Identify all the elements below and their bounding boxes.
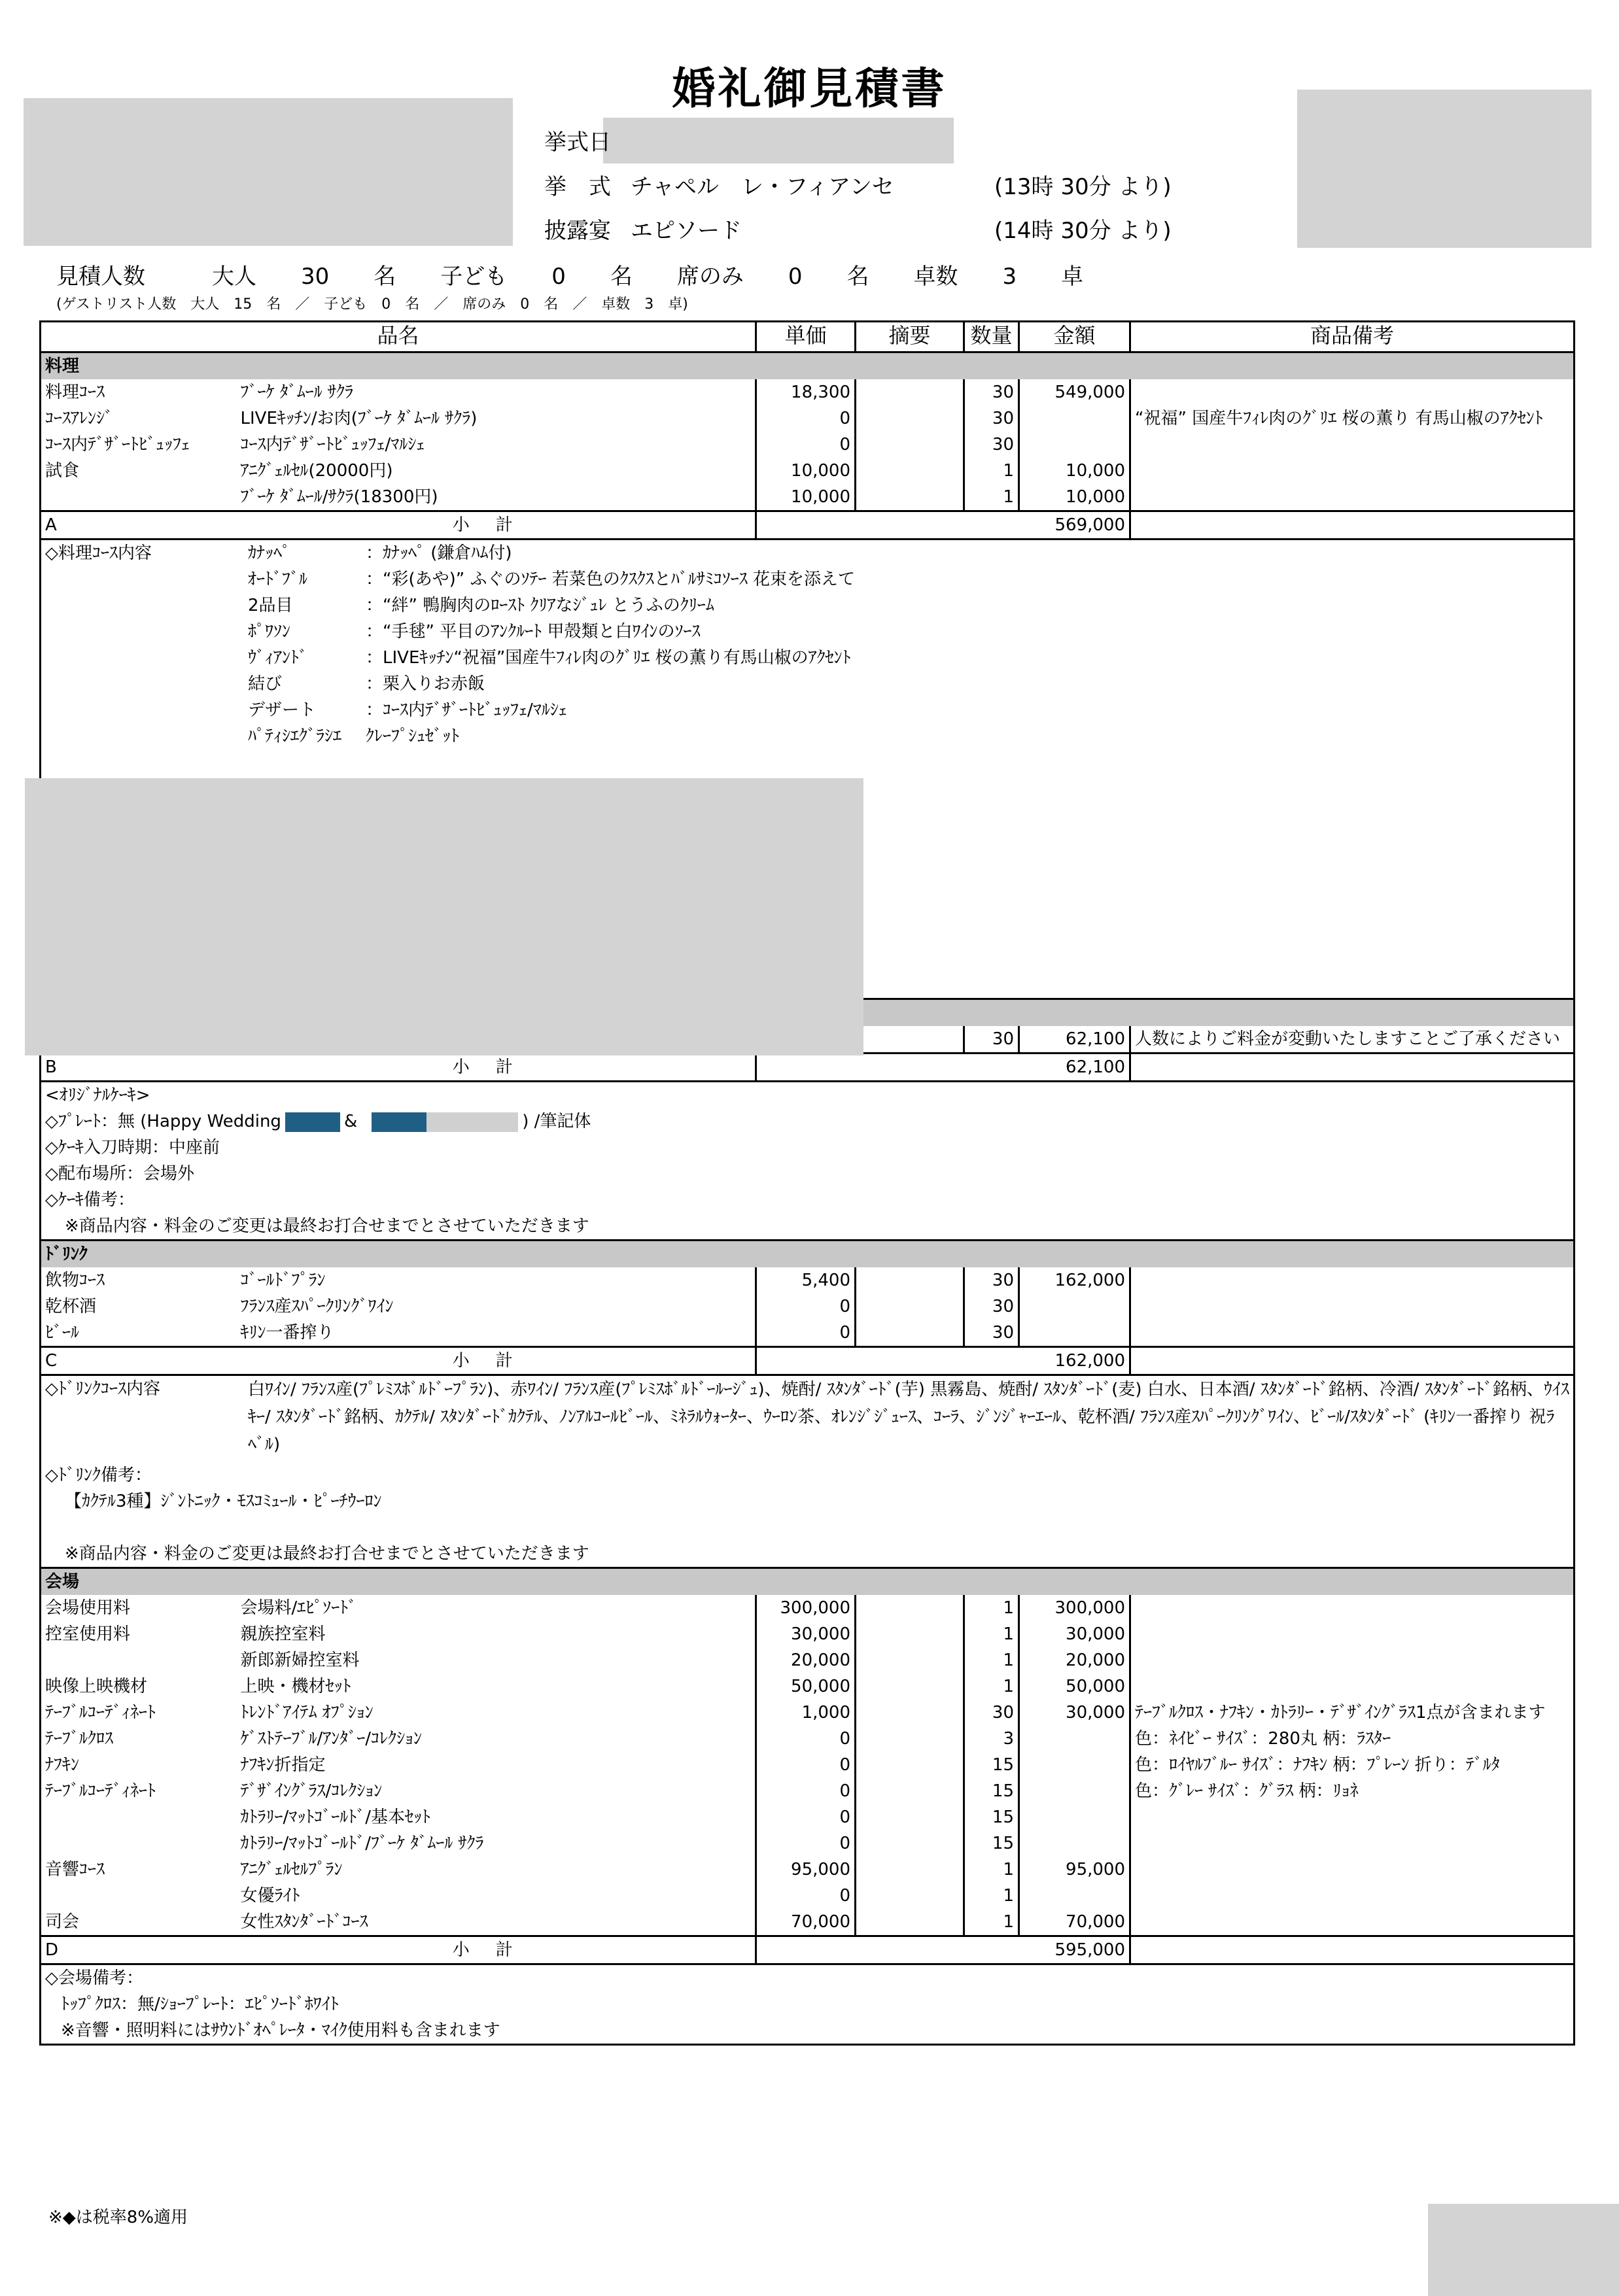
row-note [1130, 484, 1575, 511]
subtotal-label: 小計 [237, 1347, 756, 1375]
section-header [41, 352, 1575, 380]
table-row [41, 1804, 1575, 1830]
course-item-desc: ：栗入りお赤飯 [366, 674, 485, 694]
row-item: ｷﾘﾝ一番搾り [237, 1320, 756, 1347]
row-quantity: 30 [964, 1294, 1019, 1320]
row-summary [856, 1294, 964, 1320]
section-title: ﾄﾞﾘﾝｸ [41, 1241, 1575, 1268]
course-item [248, 540, 855, 566]
course-item-desc: ：“手毬” 平目のｱﾝｸﾙｰﾄ 甲殻類と白ﾜｲﾝのｿｰｽ [366, 622, 701, 642]
row-item: 親族控室料 [237, 1621, 756, 1647]
row-amount: 20,000 [1019, 1647, 1130, 1673]
row-quantity: 15 [964, 1804, 1019, 1830]
row-item: 会場料/ｴﾋﾟｿｰﾄﾞ [237, 1595, 756, 1621]
row-amount [1019, 1752, 1130, 1778]
section-title: 会場 [41, 1568, 1575, 1596]
section-title: 料理 [41, 352, 1575, 380]
row-unit-price: 0 [756, 1830, 856, 1857]
subtotal-note [1130, 1054, 1575, 1082]
table-row [41, 1267, 1575, 1294]
row-unit-price: 10,000 [756, 458, 856, 484]
row-amount [1019, 1883, 1130, 1909]
drink-content-label: ◇ﾄﾞﾘﾝｸｺｰｽ内容 [45, 1379, 160, 1399]
subtotal-note [1130, 1347, 1575, 1375]
section-header [41, 1241, 1575, 1268]
row-note [1130, 379, 1575, 405]
cake-cut-time: ◇ｹｰｷ入刀時期：中座前 [45, 1138, 220, 1157]
row-item: ﾌﾞｰｹ ﾀﾞﾑｰﾙ/ｻｸﾗ(18300円) [237, 484, 756, 511]
row-amount: 549,000 [1019, 379, 1130, 405]
subtotal-row [41, 1054, 1575, 1082]
row-note: 人数によりご料金が変動いたしますことご了承ください [1130, 1026, 1575, 1054]
row-item: 新郎新婦控室料 [237, 1647, 756, 1673]
guest-list-line: (ゲストリスト人数 大人 15 名 ／ 子ども 0 名 ／ 席のみ 0 名 ／ 卓数 3 卓) [56, 296, 688, 313]
row-item: 女優ﾗｲﾄ [237, 1883, 756, 1909]
row-note: 色：ﾈｲﾋﾞｰ ｻｲｽﾞ：280丸 柄：ﾗｽﾀｰ [1130, 1726, 1575, 1752]
row-item: ｺﾞｰﾙﾄﾞﾌﾟﾗﾝ [237, 1267, 756, 1294]
row-category: 飲物ｺｰｽ [41, 1267, 237, 1294]
row-amount: 62,100 [1019, 1026, 1130, 1054]
row-amount: 300,000 [1019, 1595, 1130, 1621]
row-summary [856, 1700, 964, 1726]
course-item [248, 566, 855, 592]
row-amount: 30,000 [1019, 1621, 1130, 1647]
row-quantity: 1 [964, 1857, 1019, 1883]
row-unit-price: 70,000 [756, 1909, 856, 1936]
row-category [41, 484, 237, 511]
row-quantity: 30 [964, 1267, 1019, 1294]
redacted-footer-block [1428, 2204, 1619, 2296]
row-quantity: 15 [964, 1830, 1019, 1857]
row-item: ﾌﾗﾝｽ産ｽﾊﾟｰｸﾘﾝｸﾞﾜｲﾝ [237, 1294, 756, 1320]
row-amount: 162,000 [1019, 1267, 1130, 1294]
row-quantity: 1 [964, 1909, 1019, 1936]
subtotal-code: C [41, 1347, 237, 1375]
row-category [41, 1647, 237, 1673]
row-item: 女性ｽﾀﾝﾀﾞｰﾄﾞｺｰｽ [237, 1909, 756, 1936]
row-summary [856, 1804, 964, 1830]
row-summary [856, 1857, 964, 1883]
subtotal-code: B [41, 1054, 237, 1082]
redacted-photo-block [25, 778, 863, 1055]
row-note [1130, 1830, 1575, 1857]
row-summary [856, 1621, 964, 1647]
course-item-name: ｶﾅｯﾍﾟ [248, 543, 291, 563]
course-item [248, 671, 855, 697]
row-quantity: 1 [964, 1595, 1019, 1621]
col-unit-price: 単価 [756, 322, 856, 352]
table-row [41, 458, 1575, 484]
row-summary [856, 1909, 964, 1936]
row-amount [1019, 432, 1130, 458]
course-item-desc: ：ｺｰｽ内ﾃﾞｻﾞｰﾄﾋﾞｭｯﾌｪ/ﾏﾙｼｪ [366, 700, 567, 720]
row-summary [856, 1267, 964, 1294]
row-amount [1019, 1726, 1130, 1752]
row-amount: 70,000 [1019, 1909, 1130, 1936]
table-row [41, 432, 1575, 458]
table-row [41, 1726, 1575, 1752]
reception-label: 披露宴 [544, 218, 611, 244]
table-row [41, 1752, 1575, 1778]
row-note [1130, 1621, 1575, 1647]
row-unit-price: 0 [756, 405, 856, 432]
row-summary [856, 1883, 964, 1909]
row-item: ﾌﾞｰｹ ﾀﾞﾑｰﾙ ｻｸﾗ [237, 379, 756, 405]
row-note [1130, 1320, 1575, 1347]
row-summary [856, 1595, 964, 1621]
table-row [41, 1778, 1575, 1804]
row-note [1130, 432, 1575, 458]
row-quantity: 1 [964, 484, 1019, 511]
cake-plate-prefix: ◇ﾌﾟﾚｰﾄ：無 (Happy Wedding [45, 1112, 281, 1131]
row-quantity: 30 [964, 405, 1019, 432]
row-unit-price: 0 [756, 1726, 856, 1752]
table-row [41, 484, 1575, 511]
venue-topcloth: ﾄｯﾌﾟｸﾛｽ：無/ｼｮｰﾌﾟﾚｰﾄ：ｴﾋﾟｿｰﾄﾞﾎﾜｲﾄ [61, 1995, 339, 2014]
row-category: 音響ｺｰｽ [41, 1857, 237, 1883]
row-category: 乾杯酒 [41, 1294, 237, 1320]
course-item-name: 結び [248, 674, 283, 694]
row-category [41, 1883, 237, 1909]
col-summary: 摘要 [856, 322, 964, 352]
row-unit-price: 30,000 [756, 1621, 856, 1647]
row-category [41, 1830, 237, 1857]
subtotal-row [41, 1936, 1575, 1964]
row-amount [1019, 1294, 1130, 1320]
row-unit-price: 18,300 [756, 379, 856, 405]
venue-sound-note: ※音響・照明料にはｻｳﾝﾄﾞｵﾍﾟﾚｰﾀ・ﾏｲｸ使用料も含まれます [61, 2021, 500, 2040]
ceremony-venue: チャペル レ・フィアンセ [631, 174, 894, 200]
row-category: ﾃｰﾌﾞﾙｺｰﾃﾞｨﾈｰﾄ [41, 1778, 237, 1804]
course-item-desc: ：LIVEｷｯﾁﾝ“祝福”国産牛ﾌｨﾚ肉のｸﾞﾘｴ 桜の薫り有馬山椒のｱｸｾﾝﾄ [366, 648, 851, 668]
table-row [41, 1857, 1575, 1883]
row-summary [856, 1026, 964, 1054]
col-item-name: 品名 [41, 322, 756, 352]
row-quantity: 30 [964, 1320, 1019, 1347]
table-row [41, 1294, 1575, 1320]
row-amount [1019, 1830, 1130, 1857]
course-item-name: ﾎﾟﾜｿﾝ [248, 622, 291, 642]
row-note [1130, 1595, 1575, 1621]
row-item: ｱﾆｸﾞｪﾙｾﾙ(20000円) [237, 458, 756, 484]
row-item: LIVEｷｯﾁﾝ/お肉(ﾌﾞｰｹ ﾀﾞﾑｰﾙ ｻｸﾗ) [237, 405, 756, 432]
row-category: ﾅﾌｷﾝ [41, 1752, 237, 1778]
ceremony-date-label: 挙式日 [544, 129, 611, 156]
row-amount: 30,000 [1019, 1700, 1130, 1726]
row-note [1130, 1267, 1575, 1294]
document-title: 婚礼御見積書 [672, 63, 947, 114]
reception-venue: エピソード [631, 218, 742, 244]
row-unit-price: 300,000 [756, 1595, 856, 1621]
row-note: “祝福” 国産牛ﾌｨﾚ肉のｸﾞﾘｴ 桜の薫り 有馬山椒のｱｸｾﾝﾄ [1130, 405, 1575, 432]
cake-change-note: ※商品内容・料金のご変更は最終お打合せまでとさせていただきます [65, 1216, 589, 1236]
row-item: ｺｰｽ内ﾃﾞｻﾞｰﾄﾋﾞｭｯﾌｪ/ﾏﾙｼｪ [237, 432, 756, 458]
row-summary [856, 1830, 964, 1857]
row-category: 司会 [41, 1909, 237, 1936]
row-category: ﾃｰﾌﾞﾙｺｰﾃﾞｨﾈｰﾄ [41, 1700, 237, 1726]
table-row [41, 1595, 1575, 1621]
drink-content-text: 白ﾜｲﾝ/ ﾌﾗﾝｽ産(ﾌﾟﾚﾐｽﾎﾞﾙﾄﾞｰﾌﾟﾗﾝ)、赤ﾜｲﾝ/ ﾌﾗﾝｽ産(ﾌﾟﾚﾐｽﾎﾞﾙﾄﾞｰﾙｰｼﾞｭ)、焼酎/ ｽﾀﾝﾀﾞｰﾄﾞ(芋) 黒霧島、焼酎/ ｽﾀﾝﾀﾞｰﾄﾞ(麦) 白水、日本酒/ ｽﾀﾝﾀﾞｰﾄﾞ銘柄、冷酒/ ｽﾀﾝﾀﾞｰﾄﾞ銘柄、ｳｲｽｷｰ/ ｽﾀﾝﾀﾞｰﾄﾞ銘柄、ｶｸﾃﾙ/ ｽﾀﾝﾀﾞｰﾄﾞｶｸﾃﾙ、ﾉﾝｱﾙｺｰﾙﾋﾞｰﾙ、ﾐﾈﾗﾙｳｫｰﾀｰ、ｳｰﾛﾝ茶、ｵﾚﾝｼﾞｼﾞｭｰｽ、ｺｰﾗ、ｼﾞﾝｼﾞｬｰｴｰﾙ、乾杯酒/ ﾌﾗﾝｽ産ｽﾊﾟｰｸﾘﾝｸﾞﾜｲﾝ、ﾋﾞｰﾙ/ｽﾀﾝﾀﾞｰﾄﾞ (ｷﾘﾝ一番搾り 祝ﾗﾍﾞﾙ) [248, 1380, 1569, 1454]
row-quantity: 30 [964, 432, 1019, 458]
course-item [248, 697, 855, 723]
row-summary [856, 484, 964, 511]
ceremony-time: (13時 30分 より) [994, 174, 1172, 200]
row-category: 料理ｺｰｽ [41, 379, 237, 405]
subtotal-note [1130, 1936, 1575, 1964]
row-amount [1019, 1804, 1130, 1830]
row-unit-price: 0 [756, 1804, 856, 1830]
row-category: 控室使用料 [41, 1621, 237, 1647]
estimate-count-line: 見積人数 大人 30 名 子ども 0 名 席のみ 0 名 卓数 3 卓 [56, 264, 1084, 290]
row-summary [856, 1673, 964, 1700]
row-summary [856, 1647, 964, 1673]
row-unit-price: 50,000 [756, 1673, 856, 1700]
subtotal-row [41, 1347, 1575, 1375]
row-note [1130, 458, 1575, 484]
row-category [41, 1804, 237, 1830]
row-item: ｶﾄﾗﾘｰ/ﾏｯﾄｺﾞｰﾙﾄﾞ/基本ｾｯﾄ [237, 1804, 756, 1830]
section-header [41, 1568, 1575, 1596]
drink-remarks-label: ◇ﾄﾞﾘﾝｸ備考： [45, 1465, 152, 1485]
course-item-desc: ：“彩(あや)” ふぐのｿﾃｰ 若菜色のｸｽｸｽとﾊﾞﾙｻﾐｺｿｰｽ 花束を添えて [366, 570, 856, 589]
row-item: ｱﾆｸﾞｪﾙｾﾙﾌﾟﾗﾝ [237, 1857, 756, 1883]
drink-notes-cell [41, 1375, 1575, 1568]
row-quantity: 30 [964, 379, 1019, 405]
cake-notes-cell [41, 1082, 1575, 1241]
course-item-name: ﾊﾟﾃｨｼｴｸﾞﾗｼｴ [248, 727, 342, 746]
row-note [1130, 1883, 1575, 1909]
subtotal-label: 小計 [237, 1936, 756, 1964]
row-category: 会場使用料 [41, 1595, 237, 1621]
cake-original-label: <ｵﾘｼﾞﾅﾙｹｰｷ> [45, 1086, 150, 1105]
subtotal-amount: 162,000 [756, 1347, 1130, 1375]
course-item-name: デザート [248, 700, 317, 720]
subtotal-code: D [41, 1936, 237, 1964]
course-item-desc: ：ｶﾅｯﾍﾟ (鎌倉ﾊﾑ付) [366, 543, 512, 563]
row-item: ﾅﾌｷﾝ折指定 [237, 1752, 756, 1778]
course-item [248, 619, 855, 645]
drink-content-wrap [45, 1376, 1569, 1458]
row-item: ｹﾞｽﾄﾃｰﾌﾞﾙ/ｱﾝﾀﾞｰ/ｺﾚｸｼｮﾝ [237, 1726, 756, 1752]
row-summary [856, 432, 964, 458]
row-amount: 10,000 [1019, 484, 1130, 511]
course-item [248, 645, 855, 671]
row-note: 色：ﾛｲﾔﾙﾌﾞﾙｰ ｻｲｽﾞ：ﾅﾌｷﾝ 柄：ﾌﾟﾚｰﾝ 折り：ﾃﾞﾙﾀ [1130, 1752, 1575, 1778]
course-item [248, 723, 855, 749]
row-note [1130, 1857, 1575, 1883]
row-quantity: 1 [964, 1883, 1019, 1909]
row-summary [856, 1726, 964, 1752]
row-quantity: 30 [964, 1026, 1019, 1054]
row-unit-price: 0 [756, 1778, 856, 1804]
row-unit-price: 5,400 [756, 1267, 856, 1294]
row-category: ｺｰｽｱﾚﾝｼﾞ [41, 405, 237, 432]
row-quantity: 1 [964, 1647, 1019, 1673]
row-unit-price: 0 [756, 1294, 856, 1320]
cake-remarks-label: ◇ｹｰｷ備考： [45, 1190, 135, 1210]
row-category: 映像上映機材 [41, 1673, 237, 1700]
row-quantity: 30 [964, 1700, 1019, 1726]
row-amount: 95,000 [1019, 1857, 1130, 1883]
tax-footnote: ※◆は税率8%適用 [48, 2208, 188, 2227]
table-row [41, 1830, 1575, 1857]
course-item-name: 2品目 [248, 596, 293, 615]
col-amount: 金額 [1019, 322, 1130, 352]
row-amount [1019, 405, 1130, 432]
subtotal-code: A [41, 511, 237, 540]
venue-remarks-label: ◇会場備考： [45, 1968, 143, 1988]
row-item: ﾄﾚﾝﾄﾞｱｲﾃﾑ ｵﾌﾟｼｮﾝ [237, 1700, 756, 1726]
row-unit-price: 95,000 [756, 1857, 856, 1883]
row-item: ｶﾄﾗﾘｰ/ﾏｯﾄｺﾞｰﾙﾄﾞ/ﾌﾞｰｹ ﾀﾞﾑｰﾙ ｻｸﾗ [237, 1830, 756, 1857]
row-note [1130, 1804, 1575, 1830]
row-category: ｺｰｽ内ﾃﾞｻﾞｰﾄﾋﾞｭｯﾌｪ [41, 432, 237, 458]
col-product-note: 商品備考 [1130, 322, 1575, 352]
table-row [41, 1883, 1575, 1909]
row-unit-price: 0 [756, 432, 856, 458]
row-amount [1019, 1778, 1130, 1804]
row-summary [856, 379, 964, 405]
table-row [41, 1621, 1575, 1647]
row-unit-price: 0 [756, 1320, 856, 1347]
row-amount [1019, 1320, 1130, 1347]
cake-plate-amp: & [343, 1112, 358, 1131]
row-note: ﾃｰﾌﾞﾙｸﾛｽ・ﾅﾌｷﾝ・ｶﾄﾗﾘｰ・ﾃﾞｻﾞｲﾝｸﾞﾗｽ1点が含まれます [1130, 1700, 1575, 1726]
row-unit-price: 0 [756, 1752, 856, 1778]
row-unit-price: 0 [756, 1883, 856, 1909]
table-row [41, 379, 1575, 405]
spacer [45, 1515, 1569, 1541]
row-summary [856, 458, 964, 484]
estimate-table [39, 320, 1575, 2046]
redacted-stamp-block [1297, 90, 1592, 248]
table-row [41, 1320, 1575, 1347]
row-summary [856, 405, 964, 432]
subtotal-amount: 569,000 [756, 511, 1130, 540]
row-note [1130, 1647, 1575, 1673]
redacted-date-block [603, 118, 954, 163]
subtotal-note [1130, 511, 1575, 540]
redacted-name-3 [427, 1112, 518, 1132]
table-header-row [41, 322, 1575, 352]
venue-notes [41, 1964, 1575, 2045]
row-unit-price: 10,000 [756, 484, 856, 511]
venue-notes-cell [41, 1964, 1575, 2045]
course-item-name: ｵｰﾄﾞﾌﾞﾙ [248, 570, 308, 589]
course-item [248, 592, 855, 619]
cake-plate-line [45, 1108, 1569, 1135]
subtotal-label: 小計 [237, 1054, 756, 1082]
table-row [41, 1673, 1575, 1700]
row-note [1130, 1673, 1575, 1700]
row-amount: 50,000 [1019, 1673, 1130, 1700]
cake-distribution-place: ◇配布場所：会場外 [45, 1164, 194, 1184]
row-category: 試食 [41, 458, 237, 484]
cake-notes [41, 1082, 1575, 1241]
row-summary [856, 1320, 964, 1347]
row-summary [856, 1752, 964, 1778]
course-item-name: ｳﾞｨｱﾝﾄﾞ [248, 648, 308, 668]
subtotal-label: 小計 [237, 511, 756, 540]
row-category: ﾋﾞｰﾙ [41, 1320, 237, 1347]
row-unit-price: 1,000 [756, 1700, 856, 1726]
row-amount: 10,000 [1019, 458, 1130, 484]
cake-plate-suffix: ) /筆記体 [522, 1112, 591, 1131]
row-note [1130, 1909, 1575, 1936]
drink-change-note: ※商品内容・料金のご変更は最終お打合せまでとさせていただきます [65, 1544, 589, 1564]
course-item-desc: ｸﾚｰﾌﾟｼｭｾﾞｯﾄ [366, 727, 460, 746]
row-note: 色：ｸﾞﾚｰ ｻｲｽﾞ：ｸﾞﾗｽ 柄：ﾘｮﾈ [1130, 1778, 1575, 1804]
row-note [1130, 1294, 1575, 1320]
drink-notes [41, 1375, 1575, 1568]
row-category: ﾃｰﾌﾞﾙｸﾛｽ [41, 1726, 237, 1752]
row-quantity: 1 [964, 1673, 1019, 1700]
ceremony-label: 挙 式 [544, 174, 611, 200]
table-row [41, 1909, 1575, 1936]
table-row [41, 1647, 1575, 1673]
subtotal-amount: 62,100 [756, 1054, 1130, 1082]
table-row [41, 1700, 1575, 1726]
row-summary [856, 1778, 964, 1804]
redacted-logo-block [24, 98, 513, 246]
table-row [41, 405, 1575, 432]
reception-time: (14時 30分 より) [994, 218, 1172, 244]
row-item: 上映・機材ｾｯﾄ [237, 1673, 756, 1700]
subtotal-row [41, 511, 1575, 540]
course-contents-list [248, 540, 855, 749]
row-quantity: 1 [964, 1621, 1019, 1647]
row-quantity: 15 [964, 1752, 1019, 1778]
row-unit-price: 20,000 [756, 1647, 856, 1673]
redacted-name-1 [285, 1112, 340, 1132]
row-quantity: 15 [964, 1778, 1019, 1804]
course-item-desc: ：“絆” 鴨胸肉のﾛｰｽﾄ ｸﾘｱなｼﾞｭﾚ とうふのｸﾘｰﾑ [366, 596, 714, 615]
row-item: ﾃﾞｻﾞｲﾝｸﾞﾗｽ/ｺﾚｸｼｮﾝ [237, 1778, 756, 1804]
subtotal-amount: 595,000 [756, 1936, 1130, 1964]
row-quantity: 1 [964, 458, 1019, 484]
row-quantity: 3 [964, 1726, 1019, 1752]
col-quantity: 数量 [964, 322, 1019, 352]
drink-cocktails: 【ｶｸﾃﾙ3種】ｼﾞﾝﾄﾆｯｸ・ﾓｽｺﾐｭｰﾙ・ﾋﾟｰﾁｳｰﾛﾝ [65, 1492, 382, 1511]
course-contents-label: ◇料理ｺｰｽ内容 [45, 543, 152, 563]
redacted-name-2 [372, 1112, 427, 1132]
course-contents-wrap [45, 540, 1569, 749]
